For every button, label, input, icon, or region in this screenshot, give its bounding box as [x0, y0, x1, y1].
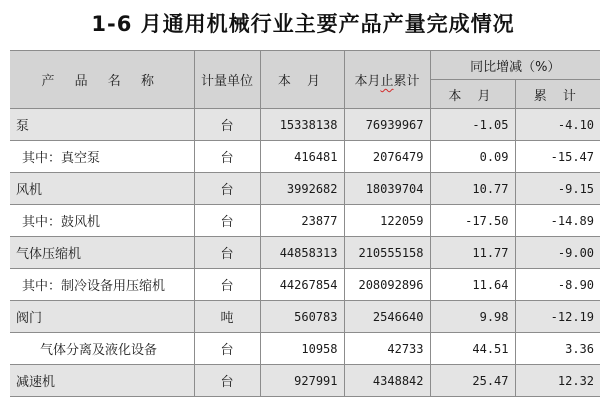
cell-current-month: 23877 [260, 205, 344, 237]
header-yoy-cumulative-label: 累 计 [533, 88, 582, 104]
cell-unit: 台 [194, 141, 260, 173]
table-row [10, 205, 600, 237]
cell-yoy-cumulative: -14.89 [515, 205, 600, 237]
cell-product-name: 气体压缩机 [10, 237, 194, 269]
header-product-name-label: 产 品 名 称 [41, 74, 162, 89]
cell-yoy-month: -17.50 [430, 205, 515, 237]
header-yoy-group: 同比增减（%） [430, 51, 600, 80]
cell-cumulative: 2076479 [344, 141, 430, 173]
cell-current-month: 44267854 [260, 269, 344, 301]
header-current-month [260, 51, 344, 109]
cell-yoy-cumulative: -8.90 [515, 269, 600, 301]
cell-product-name: 其中：鼓风机 [10, 205, 194, 237]
cell-cumulative: 42733 [344, 333, 430, 365]
cell-product-name: 其中：真空泵 [10, 141, 194, 173]
cell-yoy-cumulative: -9.00 [515, 237, 600, 269]
header-current-month-label: 本 月 [277, 74, 327, 89]
cell-unit: 吨 [194, 301, 260, 333]
header-cumulative-underlined: 止 [380, 74, 394, 89]
cell-yoy-month: 9.98 [430, 301, 515, 333]
cell-unit: 台 [194, 205, 260, 237]
header-cumulative-suffix: 累计 [393, 74, 420, 89]
table-row [10, 141, 600, 173]
cell-cumulative: 210555158 [344, 237, 430, 269]
cell-cumulative: 2546640 [344, 301, 430, 333]
cell-yoy-month: 44.51 [430, 333, 515, 365]
cell-yoy-month: 10.77 [430, 173, 515, 205]
cell-cumulative: 18039704 [344, 173, 430, 205]
header-yoy-month-label: 本 月 [448, 88, 497, 104]
cell-product-name: 阀门 [10, 301, 194, 333]
cell-current-month: 3992682 [260, 173, 344, 205]
cell-current-month: 10958 [260, 333, 344, 365]
cell-product-name: 泵 [10, 109, 194, 141]
table-row [10, 173, 600, 205]
header-yoy-cumulative [515, 80, 600, 109]
cell-cumulative: 76939967 [344, 109, 430, 141]
table-header-row-1 [10, 51, 600, 80]
header-cumulative-prefix: 本月 [354, 74, 381, 89]
cell-yoy-cumulative: 12.32 [515, 365, 600, 397]
table-row [10, 269, 600, 301]
cell-yoy-month: 25.47 [430, 365, 515, 397]
cell-current-month: 44858313 [260, 237, 344, 269]
cell-yoy-month: 11.64 [430, 269, 515, 301]
table-row [10, 365, 600, 397]
header-yoy-month [430, 80, 515, 109]
cell-cumulative: 208092896 [344, 269, 430, 301]
cell-unit: 台 [194, 237, 260, 269]
cell-yoy-cumulative: -15.47 [515, 141, 600, 173]
cell-unit: 台 [194, 269, 260, 301]
cell-current-month: 560783 [260, 301, 344, 333]
cell-yoy-month: 11.77 [430, 237, 515, 269]
document-title: 1-6 月通用机械行业主要产品产量完成情况 [91, 12, 515, 36]
table-row [10, 333, 600, 365]
cell-product-name: 风机 [10, 173, 194, 205]
cell-current-month: 15338138 [260, 109, 344, 141]
header-unit: 计量单位 [194, 51, 260, 109]
cell-cumulative: 122059 [344, 205, 430, 237]
cell-yoy-month: 0.09 [430, 141, 515, 173]
header-cumulative [344, 51, 430, 109]
table-row [10, 237, 600, 269]
cell-product-name: 气体分离及液化设备 [10, 333, 194, 365]
cell-unit: 台 [194, 173, 260, 205]
cell-yoy-cumulative: 3.36 [515, 333, 600, 365]
table-row [10, 109, 600, 141]
cell-current-month: 927991 [260, 365, 344, 397]
production-table [10, 50, 600, 397]
cell-current-month: 416481 [260, 141, 344, 173]
cell-yoy-cumulative: -12.19 [515, 301, 600, 333]
cell-yoy-month: -1.05 [430, 109, 515, 141]
cell-product-name: 减速机 [10, 365, 194, 397]
cell-unit: 台 [194, 333, 260, 365]
header-product-name [10, 51, 194, 109]
cell-cumulative: 4348842 [344, 365, 430, 397]
cell-unit: 台 [194, 109, 260, 141]
cell-yoy-cumulative: -4.10 [515, 109, 600, 141]
table-row [10, 301, 600, 333]
cell-yoy-cumulative: -9.15 [515, 173, 600, 205]
cell-unit: 台 [194, 365, 260, 397]
cell-product-name: 其中：制冷设备用压缩机 [10, 269, 194, 301]
